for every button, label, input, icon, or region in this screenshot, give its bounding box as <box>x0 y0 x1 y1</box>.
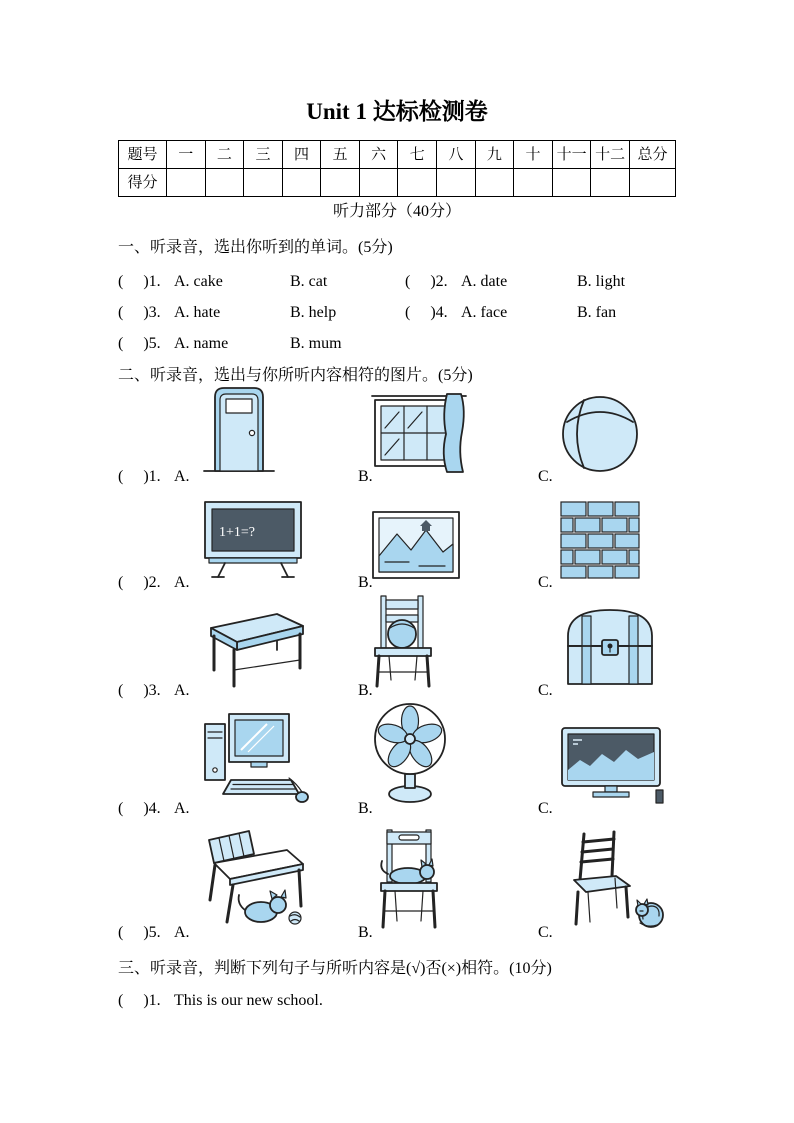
option-b: B. help <box>290 304 337 321</box>
listening-section-title: 听力部分（40分） <box>332 203 461 220</box>
answer-blank: ( )3. <box>118 681 161 699</box>
chair-with-sleeping-cat-image <box>560 830 668 930</box>
question-number: 1. <box>148 992 161 1009</box>
option-a: A. face <box>461 304 508 321</box>
option-a-label: A. <box>174 573 190 591</box>
score-table-header-row <box>119 141 676 169</box>
part2-row-5 <box>118 824 678 942</box>
option-b-label: B. <box>358 681 373 699</box>
option-c-label: C. <box>538 923 553 941</box>
score-table-corner-cell: 题号 <box>119 141 167 169</box>
option-b-label: B. <box>358 573 373 591</box>
score-cell-empty <box>591 169 630 197</box>
option-a: A. name <box>174 335 229 352</box>
score-cell-empty <box>244 169 283 197</box>
part3-heading: 三、听录音，判断下列句子与所听内容是(√)否(×)相符。(10分) <box>118 960 552 977</box>
ball-image <box>560 394 640 474</box>
option-b-label: B. <box>358 923 373 941</box>
chair-with-ball-image <box>371 594 435 688</box>
part1-question-2 <box>405 272 625 291</box>
question-number: 2. <box>435 273 448 290</box>
option-a-label: A. <box>174 799 190 817</box>
blackboard-text: 1+1=? <box>219 525 256 540</box>
landscape-painting-image <box>371 510 461 580</box>
score-col-header: 十 <box>514 141 553 169</box>
score-cell-empty <box>398 169 437 197</box>
score-cell-empty <box>475 169 514 197</box>
score-col-header: 二 <box>205 141 244 169</box>
statement-text: This is our new school. <box>174 992 323 1009</box>
option-a-label: A. <box>174 923 190 941</box>
option-a: A. date <box>461 273 508 290</box>
part1-heading: 一、听录音，选出你听到的单词。(5分) <box>118 239 393 256</box>
answer-blank: ( )1. <box>118 992 161 1009</box>
part1-row <box>118 303 758 322</box>
question-number: 5. <box>148 335 161 352</box>
option-b: B. fan <box>577 304 617 321</box>
question-number: 3. <box>148 304 161 321</box>
door-image <box>203 386 275 474</box>
window-image <box>371 392 467 474</box>
score-cell-empty <box>167 169 206 197</box>
part2-question-label <box>118 573 190 592</box>
option-c-label: C. <box>538 573 553 591</box>
option-a: A. hate <box>174 304 221 321</box>
answer-blank: ( )5. <box>118 923 161 941</box>
part2-row-2 <box>118 496 678 592</box>
score-cell-empty <box>630 169 676 197</box>
score-col-header: 八 <box>437 141 476 169</box>
answer-blank: ( )2. <box>405 273 448 290</box>
option-a-label: A. <box>174 467 190 485</box>
answer-blank: ( )3. <box>118 304 161 321</box>
part1-question-1 <box>118 272 405 291</box>
score-table-score-row <box>119 169 676 197</box>
treasure-chest-image <box>560 604 660 688</box>
option-c-label: C. <box>538 681 553 699</box>
score-cell-empty <box>552 169 591 197</box>
score-col-header: 四 <box>282 141 321 169</box>
electric-fan-image <box>371 700 449 806</box>
score-col-header: 总分 <box>630 141 676 169</box>
part1-question-4 <box>405 303 616 322</box>
score-cell-empty <box>514 169 553 197</box>
blackboard-image <box>203 500 303 580</box>
score-col-header: 九 <box>475 141 514 169</box>
option-b: B. mum <box>290 335 342 352</box>
option-a: A. cake <box>174 273 223 290</box>
score-col-header: 五 <box>321 141 360 169</box>
part2-row-3 <box>118 600 678 700</box>
option-c-label: C. <box>538 467 553 485</box>
part3-statement-1 <box>118 991 323 1010</box>
score-col-header: 一 <box>167 141 206 169</box>
part2-question-label <box>118 923 190 942</box>
option-b-label: B. <box>358 799 373 817</box>
score-col-header: 七 <box>398 141 437 169</box>
score-col-header: 十二 <box>591 141 630 169</box>
answer-blank: ( )1. <box>118 467 161 485</box>
score-col-header: 六 <box>359 141 398 169</box>
part1-question-3 <box>118 303 405 322</box>
brick-wall-image <box>560 500 640 580</box>
option-b: B. light <box>577 273 626 290</box>
score-cell-empty <box>205 169 244 197</box>
score-col-header: 十一 <box>552 141 591 169</box>
desk-image <box>203 604 307 688</box>
score-table <box>118 140 676 197</box>
part2-row-1 <box>118 392 678 486</box>
part2-question-label <box>118 467 190 486</box>
television-image <box>560 726 664 806</box>
score-cell-empty <box>359 169 398 197</box>
score-col-header: 三 <box>244 141 283 169</box>
part1-question-5 <box>118 334 405 353</box>
option-c-label: C. <box>538 799 553 817</box>
part1-row <box>118 272 758 291</box>
part2-question-label <box>118 681 190 700</box>
option-a-label: A. <box>174 681 190 699</box>
question-number: 4. <box>435 304 448 321</box>
answer-blank: ( )4. <box>405 304 448 321</box>
part2-question-label <box>118 799 190 818</box>
answer-blank: ( )2. <box>118 573 161 591</box>
score-cell-empty <box>282 169 321 197</box>
part2-heading: 二、听录音，选出与你所听内容相符的图片。(5分) <box>118 367 473 384</box>
part1-row <box>118 334 758 353</box>
score-row-label: 得分 <box>119 169 167 197</box>
answer-blank: ( )4. <box>118 799 161 817</box>
option-b: B. cat <box>290 273 328 290</box>
answer-blank: ( )5. <box>118 335 161 352</box>
score-cell-empty <box>437 169 476 197</box>
desk-with-cat-image <box>203 828 309 930</box>
chair-with-cat-image <box>371 828 447 930</box>
answer-blank: ( )1. <box>118 273 161 290</box>
page-title: Unit 1 达标检测卷 <box>306 99 488 124</box>
part2-row-4 <box>118 702 678 818</box>
computer-image <box>203 708 309 806</box>
score-cell-empty <box>321 169 360 197</box>
option-b-label: B. <box>358 467 373 485</box>
question-number: 1. <box>148 273 161 290</box>
